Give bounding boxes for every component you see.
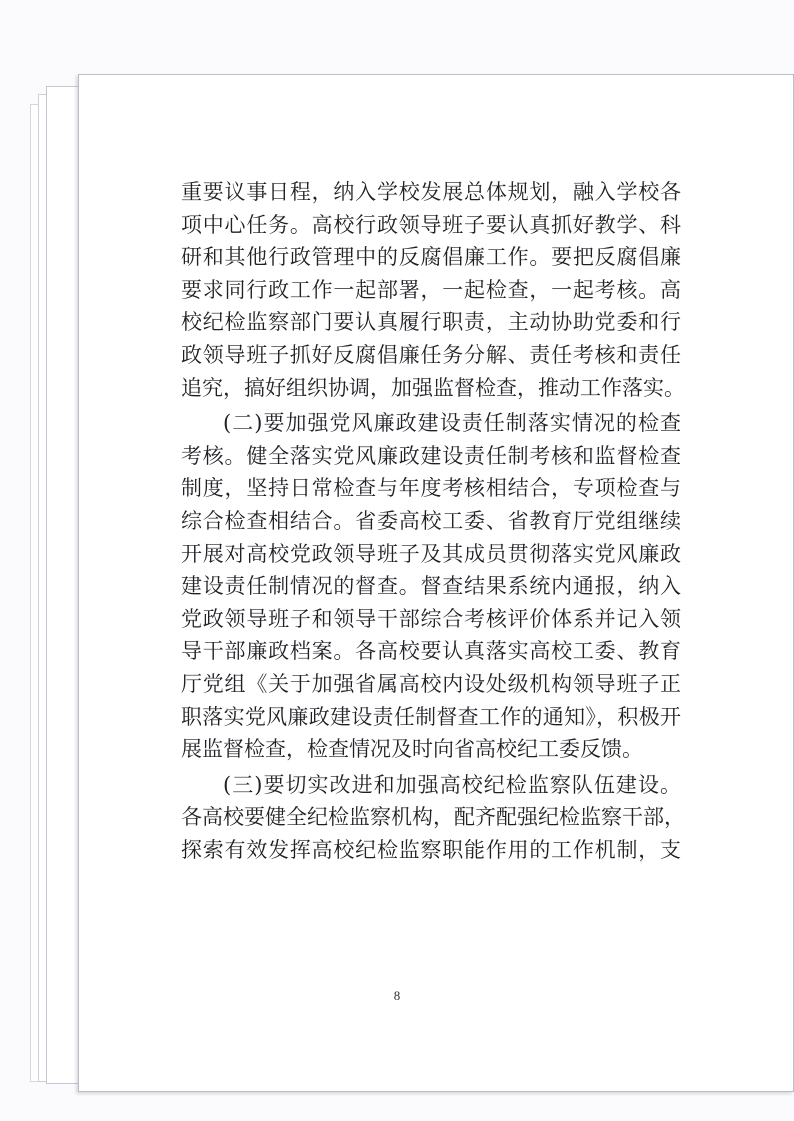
paragraph [181, 769, 685, 867]
paragraph [181, 407, 681, 766]
text-line: 制度，坚持日常检查与年度考核相结合，专项检查与 [181, 476, 681, 501]
text-line: 厅党组《关于加强省属高校内设处级机构领导班子正 [181, 671, 681, 696]
text-line: 项中心任务。高校行政领导班子要认真抓好教学、科 [181, 212, 681, 237]
text-line: 党政领导班子和领导干部综合考核评价体系并记入领 [181, 606, 681, 631]
text-line: 开展对高校党政领导班子及其成员贯彻落实党风廉政 [181, 541, 681, 566]
text-line: 考核。健全落实党风廉政建设责任制考核和监督检查 [181, 443, 681, 468]
text-line: 综合检查相结合。省委高校工委、省教育厅党组继续 [181, 508, 681, 533]
text-line: 各高校要健全纪检监察机构，配齐配强纪检监察干部， [181, 805, 685, 830]
page-number: 8 [393, 988, 401, 1003]
document-body [181, 176, 685, 866]
text-line: 导干部廉政档案。各高校要认真落实高校工委、教育 [181, 639, 681, 664]
text-line: 追究，搞好组织协调，加强监督检查，推动工作落实。 [181, 375, 685, 400]
text-line: 政领导班子抓好反腐倡廉任务分解、责任考核和责任 [181, 342, 681, 367]
text-line: 重要议事日程，纳入学校发展总体规划，融入学校各 [181, 180, 681, 204]
section-heading-line: (二)要加强党风廉政建设责任制落实情况的检查 [223, 411, 681, 436]
text-line: 研和其他行政管理中的反腐倡廉工作。要把反腐倡廉 [181, 245, 681, 270]
section-heading-line: (三)要切实改进和加强高校纪检监察队伍建设。 [223, 772, 681, 797]
text-line: 要求同行政工作一起部署，一起检查，一起考核。高 [181, 277, 681, 302]
text-line: 校纪检监察部门要认真履行职责，主动协助党委和行 [181, 310, 681, 335]
text-line: 职落实党风廉政建设责任制督查工作的通知》，积极开 [181, 704, 681, 729]
paragraph [181, 176, 685, 404]
text-line: 建设责任制情况的督查。督查结果系统内通报，纳入 [181, 574, 681, 599]
text-line: 展监督检查，检查情况及时向省高校纪工委反馈。 [181, 737, 643, 762]
text-line: 探索有效发挥高校纪检监察职能作用的工作机制，支 [181, 837, 681, 862]
